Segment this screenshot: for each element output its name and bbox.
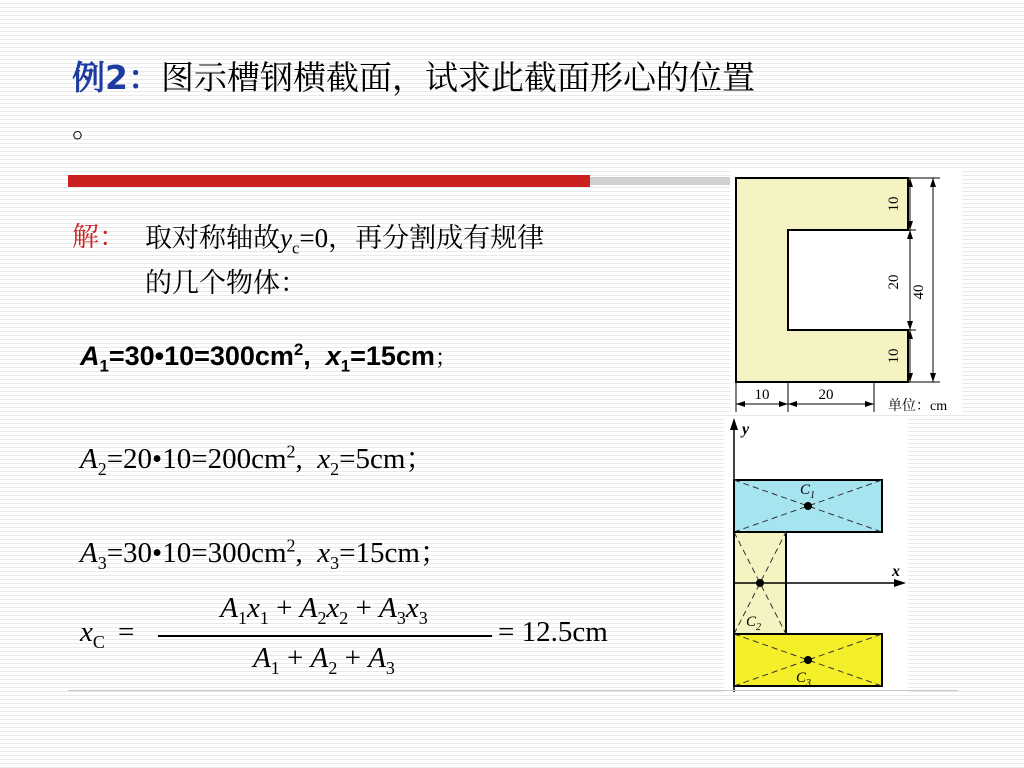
footer-divider	[68, 690, 958, 691]
eq1-tail: =15cm	[350, 341, 435, 371]
num-a3: A	[379, 592, 397, 624]
eq2-tail: =5cm	[339, 443, 406, 475]
formula-equals: =	[118, 616, 135, 648]
eq2-sep: ,	[295, 443, 318, 475]
centroid-3-dot	[804, 656, 812, 664]
formula-lhs	[80, 616, 105, 653]
dim-bottom-1: 10	[754, 387, 770, 403]
eq1-end: ；	[434, 345, 457, 370]
num-x3-sub: 3	[418, 607, 428, 628]
centroid-3-letter: C	[796, 670, 807, 686]
channel-section-figure	[730, 170, 962, 414]
eq3-sep: ,	[295, 537, 318, 569]
title-continuation: 。	[72, 110, 102, 145]
eq3-sup: 2	[286, 535, 296, 556]
den-a2-sub: 2	[328, 657, 338, 678]
equation-1	[80, 340, 457, 376]
solution-text-b: =0，再分割成有规律	[299, 223, 545, 253]
eq3-var: A	[80, 537, 98, 569]
equation-2	[80, 436, 434, 480]
centroid-1-letter: C	[800, 482, 811, 498]
eq3-sub: 3	[97, 552, 107, 573]
decomposition-figure	[724, 416, 908, 692]
formula-result: = 12.5cm	[498, 616, 608, 648]
dim-right-1: 10	[886, 196, 902, 212]
formula-lhs-var: x	[80, 616, 93, 648]
yc-variable: y	[280, 223, 292, 253]
den-a2: A	[310, 642, 329, 674]
y-axis-label: y	[742, 421, 750, 438]
eq2-var: A	[80, 443, 98, 475]
formula-lhs-sub: C	[92, 631, 105, 652]
eq1-xvar: x	[325, 341, 341, 371]
eq2-xvar: x	[317, 443, 331, 475]
num-a1-sub: 1	[238, 607, 247, 628]
num-x3: x	[405, 592, 419, 624]
num-a2: A	[299, 592, 318, 624]
title-underline-red	[68, 175, 590, 187]
title-underline-grey	[590, 177, 730, 185]
centroid-formula	[80, 592, 608, 682]
num-x1-sub: 1	[259, 607, 269, 628]
eq3-tail: =15cm	[339, 537, 420, 569]
den-a3: A	[368, 642, 386, 674]
eq2-end: ；	[405, 443, 435, 475]
formula-numerator: $A_1x_1 + A_2x_2 + A_3x_3$	[220, 592, 428, 628]
num-a1: A	[220, 592, 239, 624]
unit-label: 单位：cm	[888, 399, 948, 414]
eq2-xsub: 2	[330, 458, 340, 479]
num-a2-sub: 2	[317, 607, 327, 628]
dim-total: 40	[911, 284, 927, 300]
dim-bottom-2: 20	[818, 387, 834, 403]
num-a3-sub: 3	[396, 607, 406, 628]
solution-line-1	[145, 218, 544, 268]
num-x2-sub: 2	[339, 607, 349, 628]
dim-right-3: 10	[886, 348, 902, 364]
num-x2: x	[326, 592, 340, 624]
den-a1: A	[253, 642, 271, 674]
centroid-2-letter: C	[746, 614, 757, 630]
eq3-xvar: x	[317, 537, 331, 569]
eq1-sub: 1	[99, 356, 109, 376]
equation-3	[80, 530, 449, 574]
yc-subscript: c	[291, 238, 300, 258]
formula-denominator: $A_1 + A_2 + A_3$	[253, 642, 395, 678]
example-label: 例2：	[72, 58, 161, 97]
eq2-sup: 2	[286, 441, 296, 462]
slide-title	[72, 56, 755, 100]
eq2-sub: 2	[97, 458, 107, 479]
solution-text-a: 取对称轴故	[145, 223, 280, 254]
x-axis-label: x	[892, 563, 900, 580]
title-text: 图示槽钢横截面，试求此截面形心的位置	[160, 58, 755, 97]
solution-line-2: 的几个物体：	[145, 268, 307, 299]
eq1-mid: =30•10=300cm	[108, 341, 294, 371]
den-a1-sub: 1	[270, 657, 280, 678]
eq3-end: ；	[419, 537, 449, 569]
eq3-xsub: 3	[330, 552, 340, 573]
centroid-2-sub: 2	[756, 622, 762, 633]
den-a3-sub: 3	[385, 657, 395, 678]
fraction-bar	[158, 635, 492, 637]
eq1-sep: ,	[303, 341, 326, 371]
eq3-mid: =30•10=300cm	[106, 537, 287, 569]
centroid-3-sub: 3	[806, 678, 812, 689]
dim-right-2: 20	[886, 274, 902, 290]
eq2-mid: =20•10=200cm	[106, 443, 287, 475]
eq1-xsub: 1	[340, 356, 351, 376]
centroid-1-dot	[804, 502, 812, 510]
solution-label: 解：	[72, 222, 126, 253]
centroid-1-sub: 1	[810, 490, 816, 501]
eq1-sup: 2	[293, 340, 304, 359]
eq1-var: A	[80, 341, 100, 371]
num-x1: x	[247, 592, 260, 624]
